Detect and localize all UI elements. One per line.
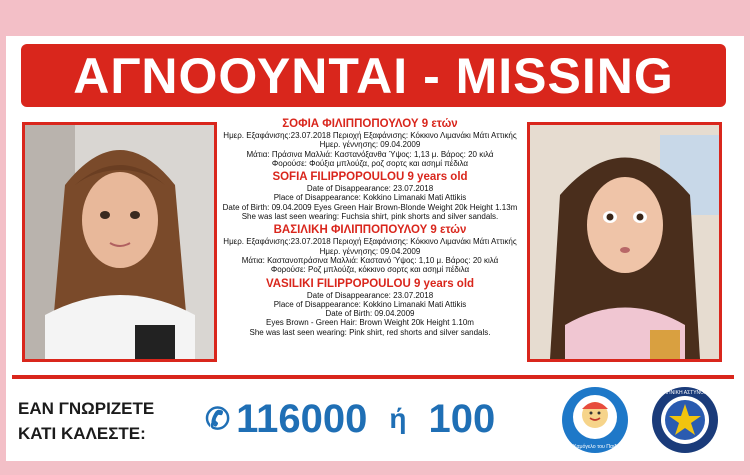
police-logo-text: ΕΛΛΗΝΙΚΗ ΑΣΤΥΝΟΜΙΑ xyxy=(657,390,713,396)
call-line-1: ΕΑΝ ΓΝΩΡΙΖΕΤΕ xyxy=(18,399,155,418)
vasiliki-english-line: Eyes Brown - Green Hair: Brown Weight 20k Height 1.10m xyxy=(266,318,474,328)
vasiliki-english-name: VASILIKI FILIPPOPOULOU 9 years old xyxy=(265,277,475,290)
or-word: ή xyxy=(389,403,407,434)
sofia-english-line: Date of Disappearance: 23.07.2018 xyxy=(306,184,434,194)
photo-vasiliki xyxy=(527,122,722,362)
vasiliki-greek-line: Ημερ. Εξαφάνισης:23.07.2018 Περιοχή Εξαφάνισης: Κόκκινο Λιμανάκι Μάτι Αττικής xyxy=(223,237,517,247)
phone-numbers xyxy=(205,394,495,444)
vasiliki-english-line: Date of Disappearance: 23.07.2018 xyxy=(306,290,434,300)
hotline-number[interactable]: 116000 xyxy=(236,396,368,441)
sofia-english-name: SOFIA FILIPPOPOULOU 9 years old xyxy=(272,171,468,184)
sofia-greek-line: Ημερ. γέννησης: 09.04.2009 xyxy=(319,140,421,150)
vasiliki-english-line: Place of Disappearance: Kokkino Limanaki Mati Attikis xyxy=(273,299,467,309)
vasiliki-greek-line: Ημερ. γέννησης: 09.04.2009 xyxy=(319,246,421,256)
vasiliki-english-line: Date of Birth: 09.04.2009 xyxy=(325,309,415,319)
vasiliki-greek-line: Φορούσε: Ροζ μπλούζα, κόκκινο σορτς και ασημί πέδιλα xyxy=(270,265,470,275)
police-number[interactable]: 100 xyxy=(428,396,496,441)
sofia-greek-name: ΣΟΦΙΑ ΦΙΛΙΠΠΟΠΟΥΛΟΥ 9 ετών xyxy=(282,118,458,130)
sofia-english-line: Place of Disappearance: Kokkino Limanaki Mati Attikis xyxy=(273,193,467,203)
photo-sofia xyxy=(22,122,217,362)
girl-photo-illustration xyxy=(530,125,719,359)
smile-of-the-child-logo xyxy=(560,385,630,455)
call-instructions xyxy=(18,396,154,446)
call-line-2: ΚΑΤΙ ΚΑΛΕΣΤΕ: xyxy=(18,424,146,443)
hellenic-police-logo xyxy=(650,385,720,455)
missing-info-block xyxy=(220,118,520,337)
sofia-english-line: She was last seen wearing: Fuchsia shirt, pink shorts and silver sandals. xyxy=(241,212,499,222)
smile-logo-text: Το Χαμόγελο του Παιδιού xyxy=(566,444,624,450)
sofia-greek-line: Φορούσε: Φούξια μπλούζα, ροζ σορτς και ασημί πέδιλα xyxy=(271,158,469,168)
sofia-greek-line: Μάτια: Πράσινα Μαλλιά: Καστανόξανθα Ύψος: 1,13 μ. Βάρος: 20 κιλά xyxy=(246,149,494,159)
footer-divider xyxy=(12,375,734,379)
girl-photo-illustration xyxy=(25,125,214,359)
missing-banner xyxy=(21,44,726,107)
vasiliki-english-line: She was last seen wearing: Pink shirt, red shorts and silver sandals. xyxy=(249,327,491,337)
sofia-english-line: Date of Birth: 09.04.2009 Eyes Green Hair Brown-Blonde Weight 20k Height 1.13m xyxy=(222,202,518,212)
phone-icon: ✆ xyxy=(205,402,231,436)
vasiliki-greek-line: Μάτια: Καστανοπράσινα Μαλλιά: Καστανό Ύψος: 1,10 μ. Βάρος: 20 κιλά xyxy=(241,255,499,265)
sofia-greek-line: Ημερ. Εξαφάνισης:23.07.2018 Περιοχή Εξαφάνισης: Κόκκινο Λιμανάκι Μάτι Αττικής xyxy=(223,131,517,140)
vasiliki-greek-name: ΒΑΣΙΛΙΚΗ ΦΙΛΙΠΠΟΠΟΥΛΟΥ 9 ετών xyxy=(273,224,467,237)
banner-title: ΑΓΝΟΟΥΝΤΑΙ - MISSING xyxy=(73,47,674,104)
